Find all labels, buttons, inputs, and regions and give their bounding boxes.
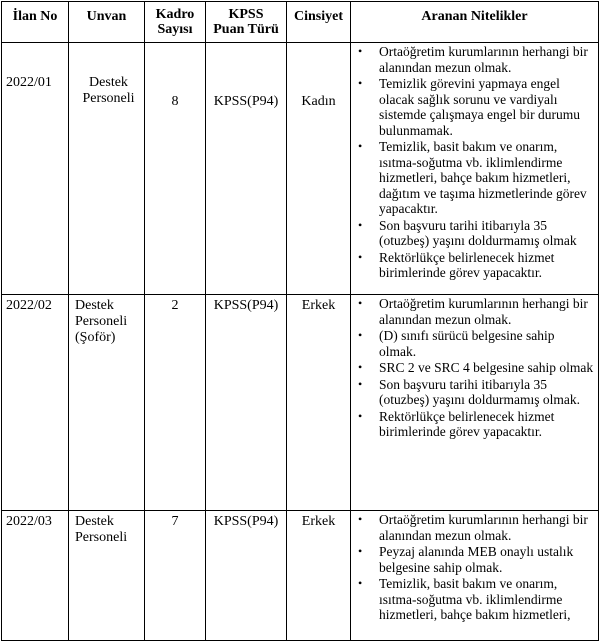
qualification-item xyxy=(355,377,594,408)
header-row xyxy=(2,2,599,43)
header-kpss-puan-turu xyxy=(206,2,287,43)
header-kadro-line2: Sayısı xyxy=(157,22,193,37)
header-ilan-no: İlan No xyxy=(2,2,69,43)
qualification-item xyxy=(355,409,594,440)
header-unvan: Unvan xyxy=(69,2,145,43)
table-row xyxy=(2,511,599,641)
qualification-item xyxy=(355,76,594,138)
bullet-icon: • xyxy=(358,408,363,423)
bullet-icon: • xyxy=(358,328,363,342)
qualifications-list xyxy=(351,295,598,440)
qualification-item xyxy=(355,512,594,543)
cell-aranan-nitelikler xyxy=(351,511,599,641)
bullet-icon: • xyxy=(358,296,363,310)
qualification-item xyxy=(355,328,594,359)
qualification-text: Rektörlükçe belirlenecek hizmet birimlerinde görev yapacaktır. xyxy=(379,249,555,280)
qualification-text: Ortaöğretim kurumlarının herhangi bir alanından mezun olmak. xyxy=(379,44,588,75)
qualification-text: Temizlik, basit bakım ve onarım, ısıtma-soğutma vb. iklimlendirme hizmetleri, bahçe bakım hizmetleri, xyxy=(379,576,571,622)
qualification-item xyxy=(355,250,594,281)
cell-aranan-nitelikler xyxy=(351,43,599,295)
bullet-icon: • xyxy=(358,576,363,590)
bullet-icon: • xyxy=(358,217,363,232)
cell-ilan-no: 2022/01 xyxy=(2,43,69,295)
header-cinsiyet: Cinsiyet xyxy=(287,2,351,43)
bullet-icon: • xyxy=(358,360,363,374)
qualification-item xyxy=(355,218,594,249)
bullet-icon: • xyxy=(358,512,363,526)
header-kpss-line1: KPSS xyxy=(228,7,264,22)
cell-cinsiyet: Erkek xyxy=(287,511,351,641)
table-body xyxy=(2,43,599,641)
qualification-item xyxy=(355,576,594,623)
qualification-text: (D) sınıfı sürücü belgesine sahip olmak. xyxy=(379,328,555,359)
bullet-icon: • xyxy=(358,249,363,264)
qualification-item xyxy=(355,139,594,217)
header-kadro-sayisi xyxy=(145,2,206,43)
cell-cinsiyet: Erkek xyxy=(287,295,351,511)
cell-unvan: Destek Personeli xyxy=(69,511,145,641)
qualification-item xyxy=(355,360,594,376)
qualification-text: Temizlik görevini yapmaya engel olacak sağlık sorunu ve vardiyalı sistemde çalışmaya engel bir durumu bulunmamak. xyxy=(379,76,580,138)
qualification-text: Ortaöğretim kurumlarının herhangi bir alanından mezun olmak. xyxy=(379,512,588,543)
qualification-item xyxy=(355,544,594,575)
qualification-text: SRC 2 ve SRC 4 belgesine sahip olmak xyxy=(379,360,594,375)
cell-kpss-puan-turu: KPSS(P94) xyxy=(206,511,287,641)
qualification-item xyxy=(355,44,594,75)
header-kpss-line2: Puan Türü xyxy=(213,22,279,37)
bullet-icon: • xyxy=(358,76,363,90)
bullet-icon: • xyxy=(358,376,363,391)
cell-ilan-no: 2022/02 xyxy=(2,295,69,511)
cell-kadro-sayisi: 7 xyxy=(145,511,206,641)
qualifications-list xyxy=(351,511,598,623)
cell-aranan-nitelikler xyxy=(351,295,599,511)
cell-unvan: Destek Personeli (Şoför) xyxy=(69,295,145,511)
cell-unvan: Destek Personeli xyxy=(69,43,145,295)
cell-kpss-puan-turu: KPSS(P94) xyxy=(206,43,287,295)
qualification-text: Son başvuru tarihi itibarıyla 35 (otuzbeş) yaşını doldurmamış olmak xyxy=(379,217,577,248)
table-row xyxy=(2,43,599,295)
table-row xyxy=(2,295,599,511)
cell-kadro-sayisi: 2 xyxy=(145,295,206,511)
cell-kpss-puan-turu: KPSS(P94) xyxy=(206,295,287,511)
bullet-icon: • xyxy=(358,44,363,58)
cell-kadro-sayisi: 8 xyxy=(145,43,206,295)
header-aranan-nitelikler: Aranan Nitelikler xyxy=(351,2,599,43)
qualification-text: Peyzaj alanında MEB onaylı ustalık belgesine sahip olmak. xyxy=(379,544,574,575)
qualification-item xyxy=(355,296,594,327)
qualification-text: Son başvuru tarihi itibarıyla 35 (otuzbeş) yaşını doldurmamış olmak. xyxy=(379,376,580,407)
cell-ilan-no: 2022/03 xyxy=(2,511,69,641)
bullet-icon: • xyxy=(358,139,363,153)
positions-table xyxy=(1,1,599,641)
bullet-icon: • xyxy=(358,544,363,558)
qualification-text: Rektörlükçe belirlenecek hizmet birimlerinde görev yapacaktır. xyxy=(379,408,555,439)
cell-cinsiyet: Kadın xyxy=(287,43,351,295)
header-kadro-line1: Kadro xyxy=(155,7,195,22)
qualification-text: Ortaöğretim kurumlarının herhangi bir alanından mezun olmak. xyxy=(379,296,588,327)
qualifications-list xyxy=(351,43,598,281)
qualification-text: Temizlik, basit bakım ve onarım, ısıtma-soğutma vb. iklimlendirme hizmetleri, bahçe bakım hizmetleri, dağıtım ve taşıma hizmetlerinde görev yapacaktır. xyxy=(379,139,587,216)
